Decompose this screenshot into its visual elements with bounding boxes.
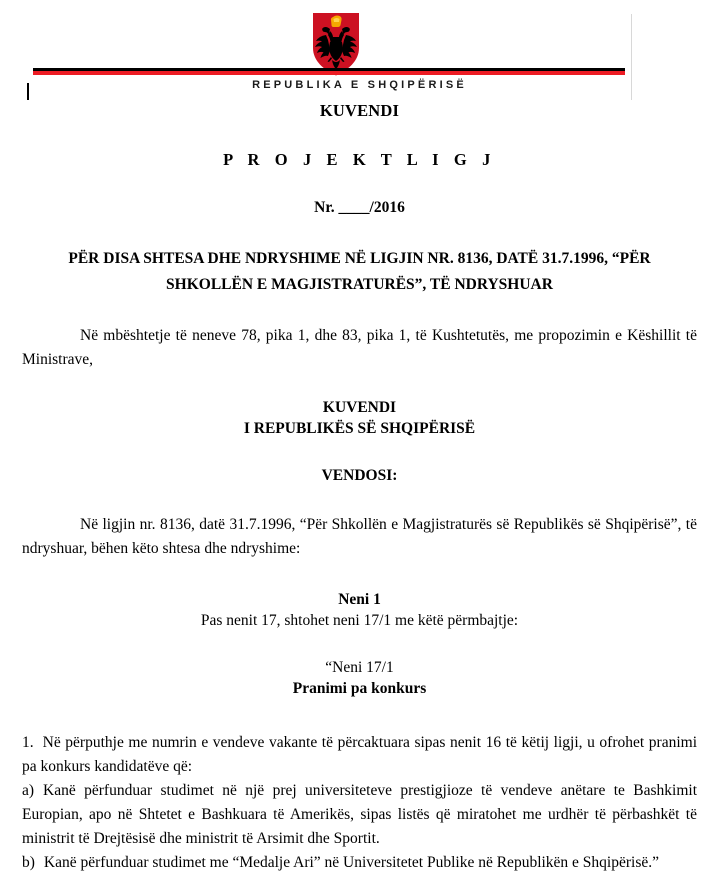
document-number: Nr. ____/2016: [314, 199, 405, 216]
assembly-block: [22, 372, 697, 439]
list-item-label: a): [22, 782, 35, 799]
list-item: [22, 698, 697, 779]
list-item: [22, 779, 697, 851]
law-reference-paragraph: Në ligjin nr. 8136, datë 31.7.1996, “Për Shkollën e Magjistraturës së Republikës së Shqipërisë”, të ndryshuar, bëhen këto shtesa dhe ndryshime:: [22, 516, 697, 557]
list-item-label: b): [22, 854, 35, 871]
decision-word: VENDOSI:: [321, 467, 398, 484]
header-double-rule: [33, 68, 625, 75]
document-body: [0, 100, 719, 875]
new-article-heading: “Neni 17/1: [325, 659, 394, 676]
list-item-text: Kanë përfunduar studimet me “Medalje Ari” në Universitetet Publike në Republikën e Shqipërisë.”: [43, 854, 660, 871]
new-article-subheading: Pranimi pa konkurs: [292, 680, 427, 697]
list-item-text: Kanë përfunduar studimet në një prej universiteteve prestigjioze të vendeve anëtare te Bashkimit Europian, apo në Shtetet e Bashkuara të Amerikës, sipas listës që miratohet me urdhër të përbashkët të ministrit të Drejtësisë dhe ministrit të Arsimit dhe Sportit.: [22, 782, 697, 847]
letterhead: [0, 0, 719, 100]
article-subtext: Pas nenit 17, shtohet neni 17/1 me këtë përmbajtje:: [200, 612, 519, 629]
list-item-text: Në përputhje me numrin e vendeve vakante të përcaktuara sipas nenit 16 të këtij ligji, u ofrohet pranimi pa konkurs kandidatëve që:: [22, 734, 697, 775]
list-item: [22, 851, 697, 875]
assembly-heading: KUVENDI: [319, 101, 400, 120]
republic-name-line: REPUBLIKA E SHQIPËRISË: [252, 79, 467, 91]
intro-paragraph: Në mbështetje të neneve 78, pika 1, dhe 83, pika 1, të Kushtetutës, me propozimin e Këshillit të Ministrave,: [22, 327, 697, 368]
document-type-heading: P R O J E K T L I G J: [223, 150, 496, 169]
header-rule-red: [33, 71, 625, 75]
article-heading: Neni 1: [338, 591, 381, 608]
list-item-label: 1.: [22, 734, 34, 751]
assembly-block-line-1: KUVENDI: [322, 399, 397, 416]
assembly-block-line-2: I REPUBLIKËS SË SHQIPËRISË: [243, 420, 476, 437]
law-title: PËR DISA SHTESA DHE NDRYSHIME NË LIGJIN NR. 8136, DATË 31.7.1996, “PËR SHKOLLËN E MAGJISTRATURËS”, TË NDRYSHUAR: [68, 250, 651, 293]
